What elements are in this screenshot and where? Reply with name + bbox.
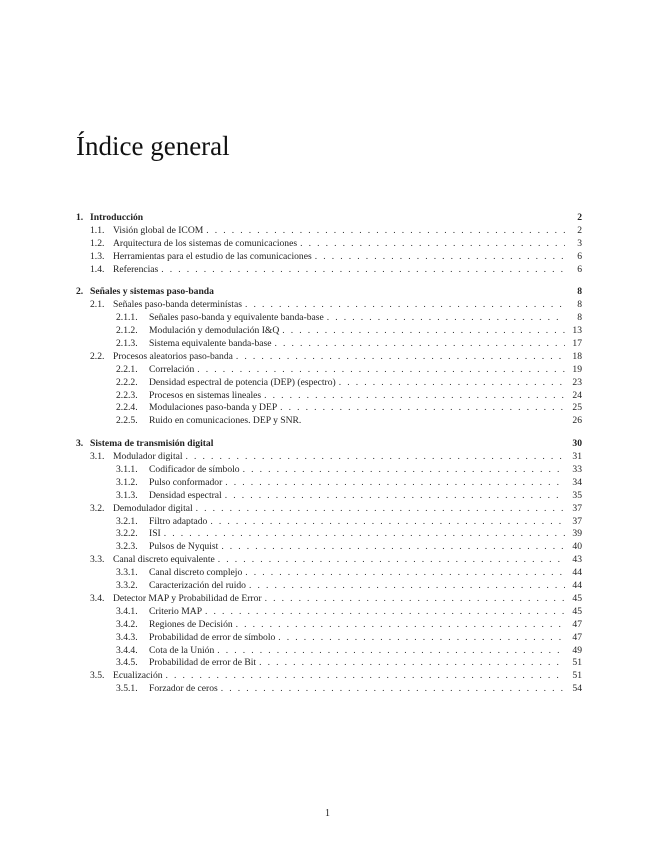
entry-title: Densidad espectral [149,489,222,501]
entry-title: Codificador de símbolo [149,464,240,476]
entry-title: Modulador digital [113,451,183,463]
dot-leader [225,477,565,490]
dot-leader [210,516,565,529]
entry-title: Sistema de transmisión digital [90,438,214,450]
dot-leader [164,528,565,541]
entry-title: Caracterización del ruido [149,580,246,592]
entry-number: 1.1. [90,224,105,236]
toc-subsection[interactable] [76,580,582,593]
entry-page: 45 [572,592,582,604]
entry-page: 34 [572,476,582,488]
entry-number: 3.3.2. [116,580,138,592]
toc-subsection[interactable] [76,338,582,351]
dot-leader [339,377,565,390]
toc-subsection[interactable] [76,325,582,338]
entry-title: Canal discreto equivalente [113,554,215,566]
entry-page: 17 [572,338,582,350]
toc-subsection[interactable] [76,390,582,403]
entry-number: 3.5.1. [116,683,138,695]
page-title: Índice general [76,131,230,161]
entry-page: 45 [572,605,582,617]
entry-number: 3.1.1. [116,464,138,476]
entry-title: Visión global de ICOM [113,224,204,236]
entry-title: Criterio MAP [149,605,203,617]
entry-page: 31 [572,451,582,463]
entry-number: 3.3. [90,554,105,566]
entry-number: 3.2.2. [116,528,138,540]
entry-page: 8 [577,312,582,324]
dot-leader [245,299,565,312]
entry-title: Referencias [113,263,159,275]
entry-number: 2.2.5. [116,415,138,427]
entry-page: 26 [572,415,582,427]
entry-title: Demodulador digital [113,502,193,514]
dot-leader [243,464,565,477]
toc-subsection[interactable] [76,632,582,645]
entry-page: 49 [572,644,582,656]
entry-number: 1. [76,212,84,223]
entry-title: Procesos en sistemas lineales [149,389,262,401]
entry-page: 8 [577,299,582,311]
dot-leader [278,632,565,645]
toc-subsection[interactable] [76,657,582,670]
dot-leader [245,567,565,580]
entry-page: 33 [572,464,582,476]
entry-number: 3.1. [90,451,105,463]
toc-subsection[interactable] [76,606,582,619]
entry-title: Canal discreto complejo [149,567,243,579]
dot-leader [327,312,565,325]
toc-subsection[interactable] [76,619,582,632]
entry-number: 3.4.4. [116,644,138,656]
entry-number: 3.1.3. [116,489,138,501]
entry-title: Ecualización [113,670,163,682]
entry-title: Herramientas para el estudio de las comunicaciones [113,250,312,262]
toc-subsection[interactable] [76,567,582,580]
entry-page: 44 [572,567,582,579]
entry-page: 47 [572,618,582,630]
entry-page: 39 [572,528,582,540]
entry-number: 3.4.1. [116,605,138,617]
entry-number: 2. [76,286,84,298]
dot-leader [236,351,565,364]
entry-title: Forzador de ceros [149,683,218,695]
toc-subsection[interactable] [76,464,582,477]
entry-title: Procesos aleatorios paso-banda [113,350,233,362]
entry-title: Señales paso-banda y equivalente banda-base [149,312,324,324]
dot-leader [265,593,565,606]
toc-section[interactable] [76,251,582,264]
entry-title: Pulso conformador [149,476,223,488]
entry-number: 2.1.1. [116,312,138,324]
entry-title: Modulación y demodulación I&Q [149,325,280,337]
entry-number: 3.4.2. [116,618,138,630]
entry-number: 3.4. [90,592,105,604]
entry-number: 3.4.3. [116,631,138,643]
entry-number: 1.2. [90,237,105,249]
entry-page: 6 [577,263,582,275]
dot-leader [249,580,565,593]
dot-leader [166,670,565,683]
toc-subsection[interactable] [76,645,582,658]
entry-page: 23 [572,376,582,388]
entry-number: 2.1.3. [116,338,138,350]
entry-page: 2 [577,224,582,236]
entry-number: 3.1.2. [116,476,138,488]
toc-section[interactable] [76,238,582,251]
toc-chapter[interactable] [76,212,582,225]
page-number: 1 [325,808,330,819]
entry-number: 2.2.3. [116,389,138,401]
dot-leader [218,554,565,567]
entry-page: 44 [572,580,582,592]
entry-number: 3. [76,438,84,450]
toc-subsection[interactable] [76,364,582,377]
entry-page: 37 [572,515,582,527]
dot-leader [206,225,565,238]
entry-number: 3.4.5. [116,657,138,669]
toc-subsection[interactable] [76,516,582,529]
entry-title: Sistema equivalente banda-base [149,338,272,350]
entry-page: 35 [572,489,582,501]
toc-subsection[interactable] [76,541,582,554]
dot-leader [217,645,565,658]
entry-page: 25 [572,402,582,414]
toc-subsection[interactable] [76,312,582,325]
entry-page: 3 [577,237,582,249]
dot-leader [196,503,565,516]
entry-page: 2 [577,212,582,223]
toc-section[interactable] [76,299,582,312]
entry-number: 3.2.3. [116,541,138,553]
entry-title: Probabilidad de error de Bit [149,657,257,669]
entry-number: 2.2.2. [116,376,138,388]
entry-page: 40 [572,541,582,553]
dot-leader [221,683,565,696]
dot-leader [280,402,565,415]
entry-number: 2.1. [90,299,105,311]
dot-leader [259,657,565,670]
entry-number: 1.4. [90,263,105,275]
entry-page: 47 [572,631,582,643]
toc-subsection[interactable] [76,528,582,541]
entry-title: Correlación [149,363,195,375]
entry-title: Introducción [90,212,144,223]
toc-subsection[interactable] [76,683,582,696]
entry-number: 2.2. [90,350,105,362]
dot-leader [186,451,565,464]
dot-leader [315,251,565,264]
dot-leader [197,364,565,377]
entry-title: Arquitectura de los sistemas de comunicaciones [113,237,298,249]
dot-leader [161,264,565,277]
entry-page: 43 [572,554,582,566]
dot-leader [225,490,565,503]
toc-subsection[interactable] [76,402,582,415]
entry-number: 2.2.1. [116,363,138,375]
entry-title: Modulaciones paso-banda y DEP [149,402,278,414]
toc-section[interactable] [76,351,582,364]
dot-leader [275,338,565,351]
entry-page: 19 [572,363,582,375]
entry-page: 8 [577,286,582,298]
entry-page: 51 [572,670,582,682]
entry-title: Detector MAP y Probabilidad de Error [113,592,262,604]
entry-number: 3.3.1. [116,567,138,579]
entry-title: Señales y sistemas paso-banda [90,286,214,298]
entry-title: ISI [149,528,161,540]
entry-title: Pulsos de Nyquist [149,541,219,553]
entry-number: 1.3. [90,250,105,262]
entry-page: 18 [572,350,582,362]
entry-page: 54 [572,683,582,695]
dot-leader [221,541,565,554]
entry-number: 2.1.2. [116,325,138,337]
entry-number: 3.2. [90,502,105,514]
entry-number: 3.2.1. [116,515,138,527]
entry-title: Señales paso-banda determinístas [113,299,242,311]
entry-number: 3.5. [90,670,105,682]
dot-leader [282,325,565,338]
entry-title: Densidad espectral de potencia (DEP) (espectro) [149,376,336,388]
toc-chapter[interactable] [76,438,582,451]
toc-section[interactable] [76,503,582,516]
toc-subsection[interactable] [76,377,582,390]
entry-title: Regiones de Decisión [149,618,233,630]
toc-subsection[interactable] [76,477,582,490]
toc-section[interactable] [76,593,582,606]
entry-page: 13 [572,325,582,337]
toc-section[interactable] [76,554,582,567]
entry-number: 2.2.4. [116,402,138,414]
toc-section[interactable] [76,225,582,238]
dot-leader [264,390,565,403]
table-of-contents [76,212,582,696]
entry-title: Ruido en comunicaciones. DEP y SNR. [149,415,302,427]
entry-page: 51 [572,657,582,669]
toc-subsection[interactable] [76,415,582,428]
toc-chapter[interactable] [76,286,582,299]
toc-section[interactable] [76,264,582,277]
entry-page: 6 [577,250,582,262]
entry-page: 37 [572,502,582,514]
entry-page: 24 [572,389,582,401]
dot-leader [205,606,565,619]
entry-page: 30 [572,438,582,450]
entry-title: Cota de la Unión [149,644,215,656]
entry-title: Filtro adaptado [149,515,208,527]
dot-leader [300,238,565,251]
dot-leader [236,619,565,632]
entry-title: Probabilidad de error de símbolo [149,631,276,643]
toc-section[interactable] [76,451,582,464]
toc-subsection[interactable] [76,490,582,503]
toc-section[interactable] [76,670,582,683]
